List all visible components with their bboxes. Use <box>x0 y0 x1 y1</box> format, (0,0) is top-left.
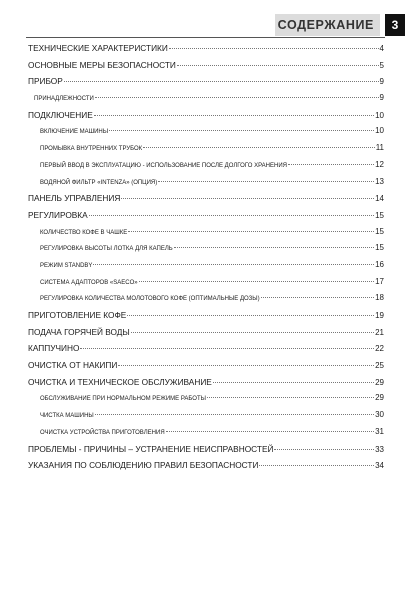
dot-leader <box>95 97 379 98</box>
toc-entry-page: 15 <box>375 210 384 220</box>
toc-subentry[interactable] <box>28 407 384 424</box>
toc-subentry[interactable] <box>28 390 384 407</box>
toc-entry-label: УКАЗАНИЯ ПО СОБЛЮДЕНИЮ ПРАВИЛ БЕЗОПАСНОСТИ <box>28 460 259 471</box>
toc-entry-page: 9 <box>379 77 384 87</box>
dot-leader <box>288 164 374 165</box>
toc-subentry[interactable] <box>28 224 384 241</box>
toc-entry-page: 15 <box>375 243 384 253</box>
toc-subentry[interactable] <box>28 240 384 257</box>
toc-entry[interactable] <box>28 324 384 341</box>
toc-entry-label: ПРОМЫВКА ВНУТРЕННИХ ТРУБОК <box>40 146 143 153</box>
toc-entry-page: 10 <box>375 126 384 136</box>
toc-entry-label: ВКЛЮЧЕНИЕ МАШИНЫ <box>40 129 109 136</box>
toc-subentry[interactable] <box>28 274 384 291</box>
toc-entry-label: РЕГУЛИРОВКА КОЛИЧЕСТВА МОЛОТОВОГО КОФЕ (ОПТИМАЛЬНЫЕ ДОЗЫ) <box>40 296 260 303</box>
dot-leader <box>166 431 374 432</box>
toc-entry-label: ОЧИСТКА ОТ НАКИПИ <box>28 360 118 371</box>
toc-subentry[interactable] <box>28 290 384 307</box>
toc-entry-page: 18 <box>375 293 384 303</box>
dot-leader <box>259 465 374 466</box>
toc-entry-page: 14 <box>375 194 384 204</box>
toc-entry-label: КАППУЧИНО <box>28 343 80 354</box>
toc-entry-page: 17 <box>375 276 384 286</box>
toc-entry-page: 11 <box>375 143 384 153</box>
toc-entry[interactable] <box>28 340 384 357</box>
dot-leader <box>213 382 374 383</box>
page-number: 3 <box>391 18 399 32</box>
toc-entry-page: 21 <box>375 327 384 337</box>
dot-leader <box>80 348 374 349</box>
toc-entry-label: ПЕРВЫЙ ВВОД В ЭКСПЛУАТАЦИЮ - ИСПОЛЬЗОВАНИЕ ПОСЛЕ ДОЛГОГО ХРАНЕНИЯ <box>40 162 287 169</box>
dot-leader <box>177 65 379 66</box>
toc-entry-label: РЕЖИМ STANDBY <box>40 262 93 269</box>
dot-leader <box>174 247 374 248</box>
dot-leader <box>95 414 374 415</box>
toc-entry[interactable] <box>28 40 384 57</box>
toc-entry-page: 25 <box>375 361 384 371</box>
toc-subentry[interactable] <box>28 140 384 157</box>
toc-entry[interactable] <box>28 357 384 374</box>
dot-leader <box>274 449 374 450</box>
section-title: СОДЕРЖАНИЕ <box>277 18 374 32</box>
toc-entry[interactable] <box>28 107 384 124</box>
toc-entry-label: ОБСЛУЖИВАНИЕ ПРИ НОРМАЛЬНОМ РЕЖИМЕ РАБОТЫ <box>40 396 206 403</box>
toc-entry[interactable] <box>28 57 384 74</box>
dot-leader <box>121 198 374 199</box>
toc-entry-page: 33 <box>375 444 384 454</box>
toc-entry-page: 4 <box>379 44 384 53</box>
toc-entry[interactable] <box>28 457 384 474</box>
toc-entry-page: 10 <box>375 110 384 120</box>
toc-subentry[interactable] <box>28 424 384 441</box>
toc-entry-page: 30 <box>375 410 384 420</box>
toc-entry-page: 15 <box>375 226 384 236</box>
toc-subentry[interactable] <box>28 257 384 274</box>
toc-entry-page: 29 <box>375 393 384 403</box>
toc-entry[interactable] <box>28 307 384 324</box>
dot-leader <box>207 397 374 398</box>
toc-subentry[interactable] <box>28 174 384 191</box>
toc-subentry[interactable] <box>28 123 384 140</box>
dot-leader <box>261 297 374 298</box>
dot-leader <box>139 281 375 282</box>
toc-entry-page: 5 <box>379 60 384 70</box>
dot-leader <box>118 365 374 366</box>
dot-leader <box>109 130 374 131</box>
toc-entry-label: ПРИГОТОВЛЕНИЕ КОФЕ <box>28 310 127 320</box>
dot-leader <box>89 215 374 216</box>
toc-entry-page: 22 <box>375 344 384 354</box>
toc-entry-label: ОЧИСТКА УСТРОЙСТВА ПРИГОТОВЛЕНИЯ <box>40 429 165 436</box>
toc-entry[interactable] <box>28 374 384 391</box>
dot-leader <box>158 181 374 182</box>
toc-entry-page: 12 <box>375 159 384 169</box>
toc-entry-page: 29 <box>375 377 384 387</box>
toc-entry-label: ПРИНАДЛЕЖНОСТИ <box>34 96 94 103</box>
page-number-badge <box>385 14 405 36</box>
toc-entry[interactable] <box>28 207 384 224</box>
toc-entry[interactable] <box>28 190 384 207</box>
table-of-contents <box>28 40 384 474</box>
dot-leader <box>169 48 379 49</box>
toc-entry-page: 31 <box>375 426 384 436</box>
toc-entry-label: ОСНОВНЫЕ МЕРЫ БЕЗОПАСНОСТИ <box>28 59 176 70</box>
toc-entry-label: ПРОБЛЕМЫ - ПРИЧИНЫ – УСТРАНЕНИЕ НЕИСПРАВНОСТЕЙ <box>28 443 274 454</box>
toc-subentry[interactable] <box>28 157 384 174</box>
toc-entry-label: ПОДАЧА ГОРЯЧЕЙ ВОДЫ <box>28 326 130 337</box>
toc-entry-page: 13 <box>375 176 384 186</box>
toc-entry-label: ТЕХНИЧЕСКИЕ ХАРАКТЕРИСТИКИ <box>28 43 168 53</box>
dot-leader <box>143 147 375 148</box>
toc-entry-label: ПОДКЛЮЧЕНИЕ <box>28 109 93 120</box>
toc-entry-page: 16 <box>375 259 384 269</box>
dot-leader <box>93 264 374 265</box>
toc-entry-label: ПРИБОР <box>28 76 63 87</box>
toc-subentry[interactable] <box>28 90 384 107</box>
toc-entry-page: 34 <box>375 461 384 471</box>
toc-entry[interactable] <box>28 441 384 458</box>
toc-entry-label: ВОДЯНОЙ ФИЛЬТР «INTENZA» (ОПЦИЯ) <box>40 179 158 186</box>
dot-leader <box>94 115 374 116</box>
toc-entry-label: ОЧИСТКА И ТЕХНИЧЕСКОЕ ОБСЛУЖИВАНИЕ <box>28 376 212 387</box>
dot-leader <box>127 315 374 316</box>
dot-leader <box>64 81 379 82</box>
toc-entry-label: КОЛИЧЕСТВО КОФЕ В ЧАШКЕ <box>40 229 128 236</box>
section-title-box <box>275 14 380 36</box>
toc-entry-label: СИСТЕМА АДАПТОРОВ «SAECO» <box>40 279 138 286</box>
toc-entry-page: 9 <box>379 93 384 103</box>
toc-entry-label: ПАНЕЛЬ УПРАВЛЕНИЯ <box>28 193 121 204</box>
dot-leader <box>128 231 374 232</box>
toc-entry-label: РЕГУЛИРОВКА <box>28 209 88 220</box>
header-divider <box>26 37 385 38</box>
dot-leader <box>131 332 374 333</box>
toc-entry[interactable] <box>28 73 384 90</box>
toc-entry-label: ЧИСТКА МАШИНЫ <box>40 413 94 420</box>
toc-entry-label: РЕГУЛИРОВКА ВЫСОТЫ ЛОТКА ДЛЯ КАПЕЛЬ <box>40 246 173 253</box>
toc-entry-page: 19 <box>375 311 384 320</box>
